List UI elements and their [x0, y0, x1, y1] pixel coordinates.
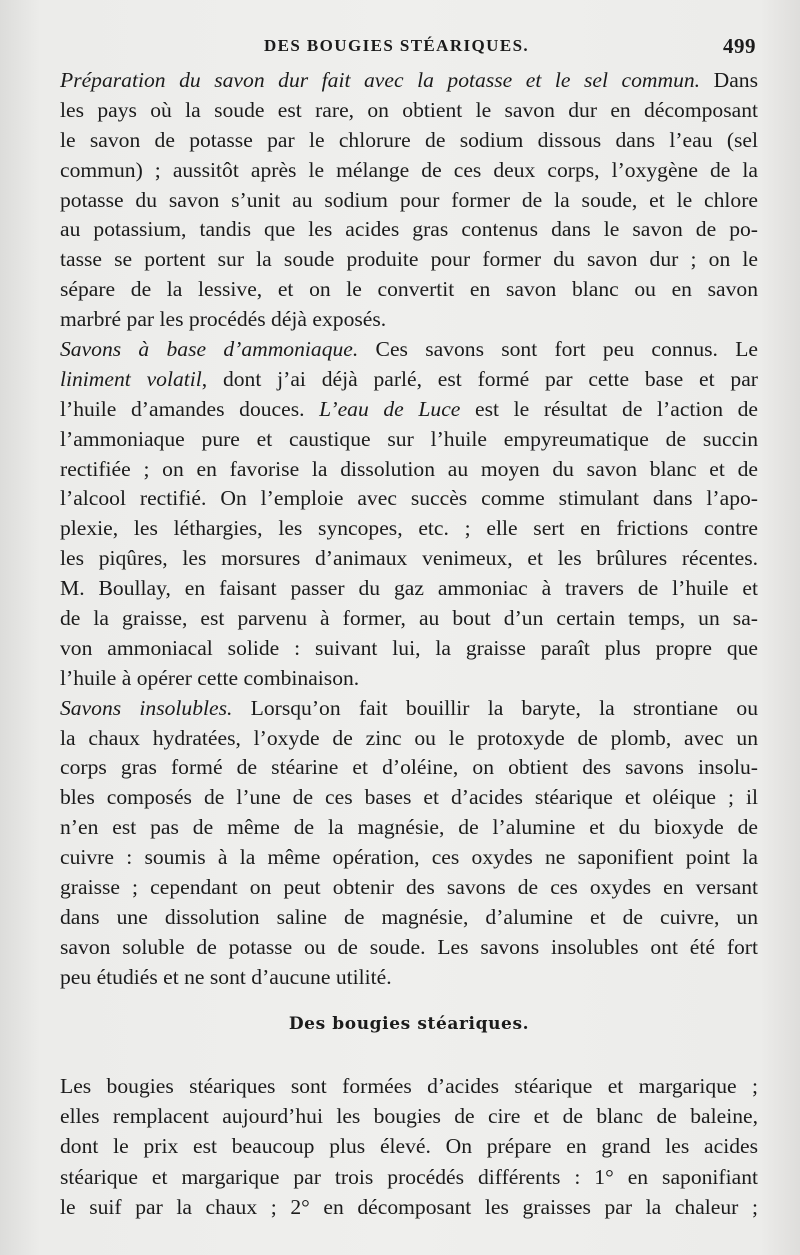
- text-line: tasse se portent sur la soude produite pour former du savon dur ; on le: [60, 247, 758, 272]
- main-text: [60, 66, 758, 993]
- text-fragment: est le résultat de l’action de: [460, 396, 759, 421]
- text-line: le suif par la chaux ; 2° en décomposant les graisses par la chaleur ;: [60, 1194, 758, 1219]
- text-line: les piqûres, les morsures d’animaux venimeux, et les brûlures récentes.: [60, 546, 758, 571]
- text-fragment: Ces savons sont fort peu connus. Le: [358, 337, 758, 362]
- text-line: [60, 365, 758, 395]
- text-line: savon soluble de potasse ou de soude. Les savons insolubles ont été fort: [60, 934, 758, 959]
- text-line: [60, 66, 758, 96]
- text-line: commun) ; aussitôt après le mélange de ces deux corps, l’oxygène de la: [60, 157, 758, 182]
- text-line: stéarique et margarique par trois procédés différents : 1° en saponifiant: [60, 1164, 758, 1189]
- text-line: l’alcool rectifié. On l’emploie avec succès comme stimulant dans l’apo-: [60, 486, 758, 511]
- text-line: [60, 395, 758, 425]
- text-line: rectifiée ; on en favorise la dissolution au moyen du savon blanc et de: [60, 456, 758, 481]
- inline-italic: L’eau de Luce: [319, 396, 461, 421]
- text-line: corps gras formé de stéarine et d’oléine, on obtient des savons insolu-: [60, 755, 758, 780]
- text-line: au potassium, tandis que les acides gras contenus dans le savon de po-: [60, 217, 758, 242]
- inline-italic: liniment volatil: [60, 366, 202, 391]
- text-line: von ammoniacal solide : suivant lui, la graisse paraît plus propre que: [60, 635, 758, 660]
- text-line: elles remplacent aujourd’hui les bougies de cire et de blanc de baleine,: [60, 1104, 758, 1129]
- text-fragment: l’huile d’amandes douces.: [60, 396, 320, 421]
- text-line: les pays où la soude est rare, on obtient le savon dur en décomposant: [60, 97, 758, 122]
- text-line: sépare de la lessive, et on le convertit en savon blanc ou en savon: [60, 277, 758, 302]
- text-line: marbré par les procédés déjà exposés.: [60, 307, 387, 332]
- text-line: l’huile à opérer cette combinaison.: [60, 665, 360, 690]
- running-head: [60, 34, 756, 60]
- text-line: n’en est pas de même de la magnésie, de l’alumine et du bioxyde de: [60, 815, 758, 840]
- text-line: potasse du savon s’unit au sodium pour former de la soude, et le chlore: [60, 187, 758, 212]
- text-line: [60, 335, 758, 365]
- text-line: dont le prix est beaucoup plus élevé. On prépare en grand les acides: [60, 1134, 758, 1159]
- paragraph-lead-italic: Préparation du savon dur fait avec la potasse et le sel commun.: [60, 68, 701, 92]
- text-line: l’ammoniaque pure et caustique sur l’huile empyreumatique de succin: [60, 426, 758, 451]
- section-heading: Des bougies stéariques.: [288, 1014, 530, 1034]
- text-fragment: , dont j’ai déjà parlé, est formé par cette base et par: [201, 366, 758, 391]
- text-fragment: Lorsqu’on fait bouillir la baryte, la strontiane ou: [232, 695, 758, 720]
- running-head-title: DES BOUGIES STÉARIQUES.: [264, 36, 530, 55]
- text-line: le savon de potasse par le chlorure de sodium dissous dans l’eau (sel: [60, 127, 758, 152]
- section-text: [60, 1071, 758, 1222]
- text-line: plexie, les léthargies, les syncopes, etc. ; elle sert en frictions contre: [60, 516, 758, 541]
- text-line: bles composés de l’une de ces bases et d’acides stéarique et oléique ; il: [60, 785, 758, 810]
- text-line: cuivre : soumis à la même opération, ces oxydes ne saponifient point la: [60, 845, 758, 870]
- text-line: graisse ; cependant on peut obtenir des savons de ces oxydes en versant: [60, 875, 758, 900]
- text-line: de la graisse, est parvenu à former, au bout d’un certain temps, un sa-: [60, 606, 758, 631]
- text-line: Les bougies stéariques sont formées d’acides stéarique et margarique ;: [60, 1074, 758, 1098]
- text-line: dans une dissolution saline de magnésie, d’alumine et de cuivre, un: [60, 904, 758, 929]
- text-fragment: Dans: [700, 68, 758, 92]
- text-line: M. Boullay, en faisant passer du gaz ammoniac à travers de l’huile et: [60, 576, 758, 601]
- text-line: [60, 694, 758, 724]
- text-line: la chaux hydratées, l’oxyde de zinc ou le protoxyde de plomb, avec un: [60, 725, 758, 750]
- paragraph-lead-italic: Savons à base d’ammoniaque.: [60, 337, 359, 362]
- page-number: 499: [723, 34, 756, 58]
- text-line: peu étudiés et ne sont d’aucune utilité.: [60, 964, 392, 989]
- paragraph-lead-italic: Savons insolubles.: [60, 695, 233, 720]
